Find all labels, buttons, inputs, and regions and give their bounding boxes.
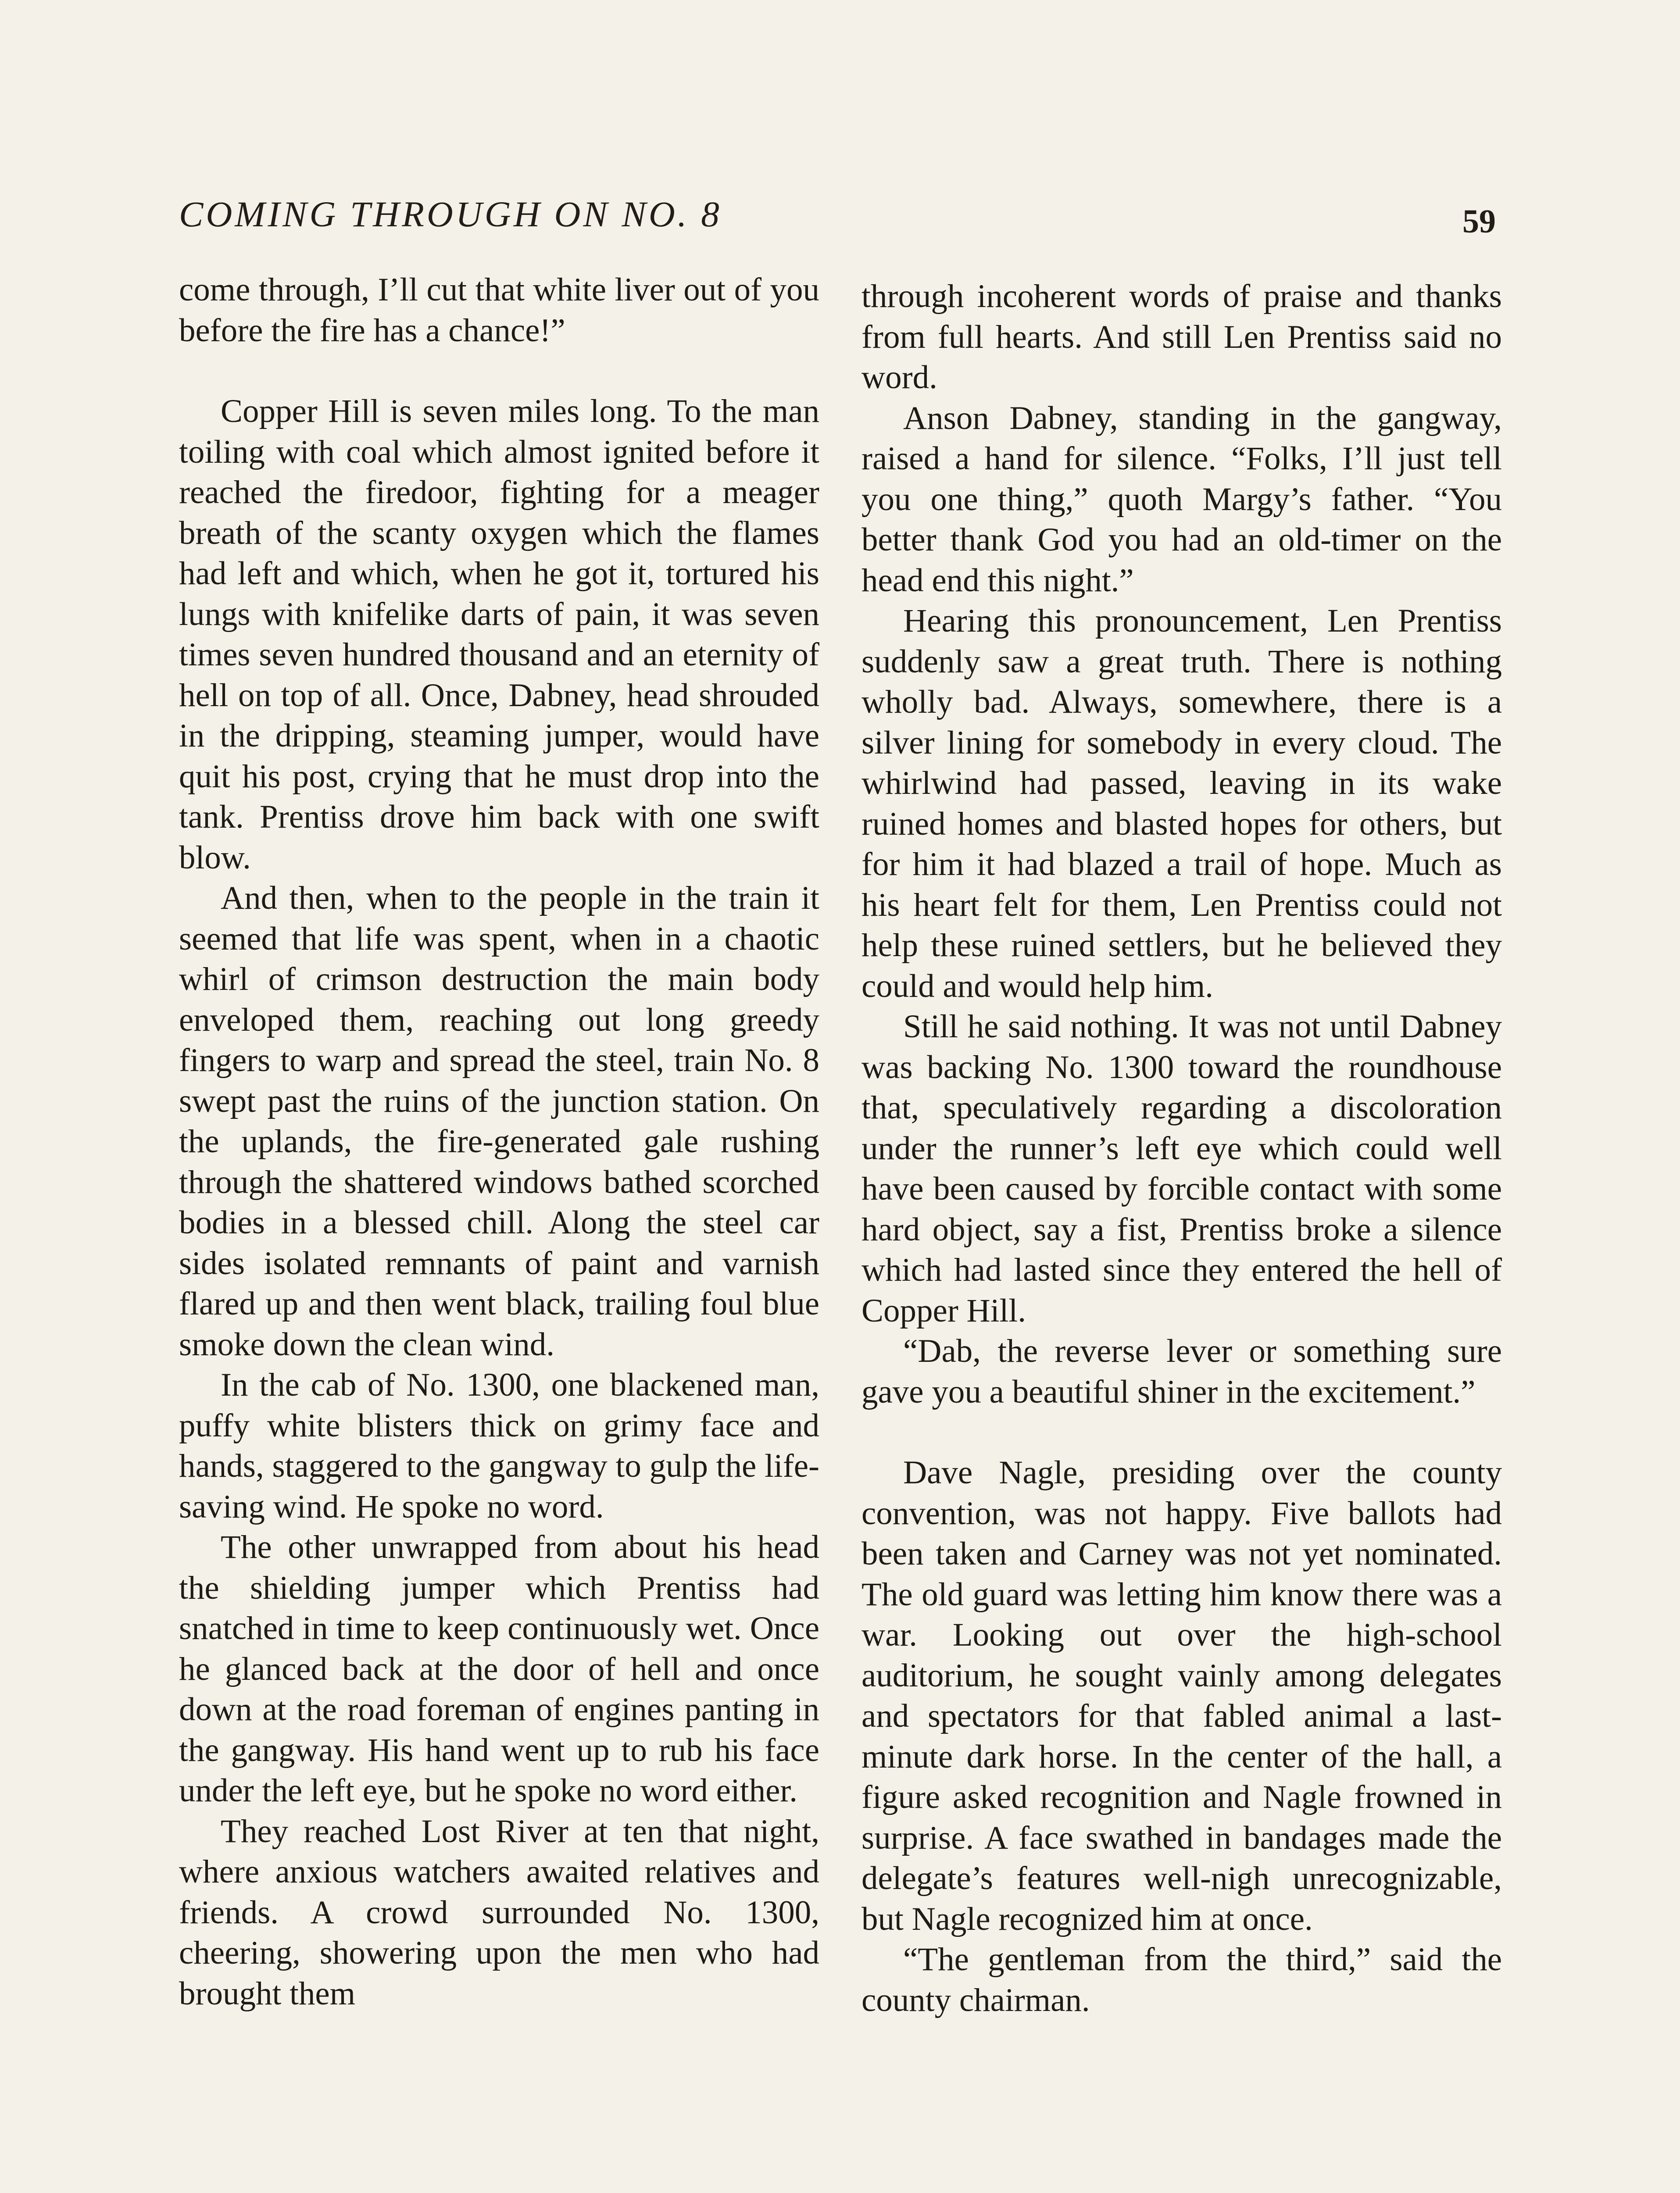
page-number: 59 bbox=[1462, 203, 1496, 240]
left-column bbox=[179, 270, 819, 2014]
paragraph: Anson Dabney, standing in the gangway, raised a hand for silence. “Folks, I’ll just tell you one thing,” quoth Margy’s father. “You better thank God you had an old-timer on the head end this night.” bbox=[861, 400, 1502, 599]
paragraph: come through, I’ll cut that white liver out of you before the fire has a chance!” bbox=[179, 271, 819, 349]
right-column bbox=[861, 276, 1502, 2021]
paragraph: Dave Nagle, presiding over the county convention, was not happy. Five ballots had been taken and Carney was not yet nominated. The old guard was letting him know there was a war. Looking out over the high-school auditorium, he sought vainly among delegates and spectators for that fabled animal a last-minute dark horse. In the center of the hall, a figure asked recognition and Nagle frowned in surprise. A face swathed in bandages made the delegate’s features well-nigh unrecognizable, but Nagle recognized him at once. bbox=[861, 1454, 1502, 1937]
running-title: COMING THROUGH ON NO. 8 bbox=[179, 194, 722, 234]
paragraph: through incoherent words of praise and thanks from full hearts. And still Len Prentiss said no word. bbox=[861, 278, 1502, 396]
paragraph: Hearing this pronouncement, Len Prentiss suddenly saw a great truth. There is nothing wholly bad. Always, somewhere, there is a silver lining for somebody in every cloud. The whirlwind had passed, leaving in its wake ruined homes and blasted hopes for others, but for him it had blazed a trail of hope. Much as his heart felt for them, Len Prentiss could not help these ruined settlers, but he believed they could and would help him. bbox=[861, 603, 1502, 1004]
paragraph: In the cab of No. 1300, one blackened man, puffy white blisters thick on grimy face and hands, staggered to the gangway to gulp the life-saving wind. He spoke no word. bbox=[179, 1367, 820, 1525]
paragraph: And then, when to the people in the train it seemed that life was spent, when in a chaotic whirl of crimson destruction the main body enveloped them, reaching out long greedy fingers to warp and spread the steel, train No. 8 swept past the ruins of the junction station. On the uplands, the fire-generated gale rushing through the shattered windows bathed scorched bodies in a blessed chill. Along the steel car sides isolated remnants of paint and varnish flared up and then went black, trailing foul blue smoke down the clean wind. bbox=[179, 880, 819, 1363]
paragraph: Copper Hill is seven miles long. To the man toiling with coal which almost ignited before it reached the firedoor, fighting for a meager breath of the scanty oxygen which the flames had left and which, when he got it, tortured his lungs with knifelike darts of pain, it was seven times seven hundred thousand and an eternity of hell on top of all. Once, Dabney, head shrouded in the dripping, steaming jumper, would have quit his post, crying that he must drop into the tank. Prentiss drove him back with one swift blow. bbox=[179, 393, 819, 876]
paragraph: “Dab, the reverse lever or something sure gave you a beautiful shiner in the excitement.” bbox=[861, 1333, 1502, 1410]
paragraph: The other unwrapped from about his head the shielding jumper which Prentiss had snatched in time to keep continuously wet. Once he glanced back at the door of hell and once down at the road foreman of engines panting in the gangway. His hand went up to rub his face under the left eye, but he spoke no word either. bbox=[179, 1529, 819, 1809]
paragraph: They reached Lost River at ten that night, where anxious watchers awaited relatives and friends. A crowd surrounded No. 1300, cheering, showering upon the men who had brought them bbox=[179, 1813, 819, 2012]
paragraph: Still he said nothing. It was not until Dabney was backing No. 1300 toward the roundhouse that, speculatively regarding a discoloration under the runner’s left eye which could well have been caused by forcible contact with some hard object, say a fist, Prentiss broke a silence which had lasted since they entered the hell of Copper Hill. bbox=[861, 1008, 1502, 1329]
paragraph: “The gentleman from the third,” said the county chairman. bbox=[861, 1941, 1502, 2018]
